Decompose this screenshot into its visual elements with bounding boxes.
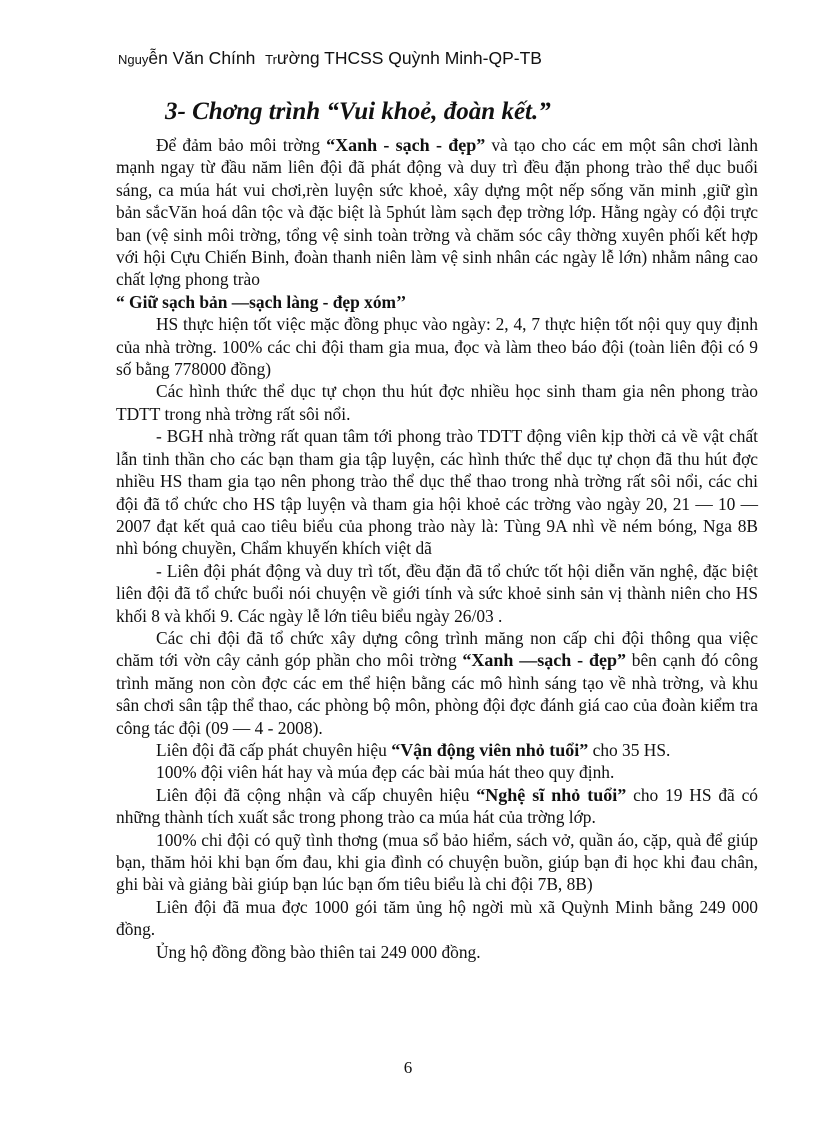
page-header (118, 48, 758, 69)
p7-text-a: Liên đội đã cấp phát chuyên hiệu (156, 739, 392, 760)
author-initial: Nguy (118, 52, 149, 67)
p1-text-b: và tạo cho các em một sân chơi lành mạnh ngay từ đầu năm liên đội đã phát động và duy trì đều đặn phong trào thể dục buổi sáng, ca múa hát vui chơi,rèn luyện sức khoẻ, xây dựng một nếp sống văn minh ,giữ gìn bản sắcVăn hoá dân tộc và đặc biệt là 5phút làm sạch đẹp trờng lớp. Hằng ngày có đội trực ban (vệ sinh môi trờng, tổng vệ sinh toàn trờng và chăm sóc cây thờng xuyên phối kết hợp với hội Cựu Chiến Binh, đoàn thanh niên làm vệ sinh nhân các ngày lễ lớn) nhằm nâng cao chất lợng phong trào (116, 135, 758, 290)
p7-highlight: “Vận động viên nhỏ tuổi” (391, 739, 589, 760)
school-initial: Tr (265, 52, 277, 67)
paragraph-9 (116, 784, 758, 829)
author-name: ễn Văn Chính (148, 48, 256, 68)
paragraph-5: - Liên đội phát động và duy trì tốt, đều đặn đã tổ chức tốt hội diễn văn nghệ, đặc biệt liên đội đã tổ chức buổi nói chuyện về giới tính và sức khoẻ sinh sản vị thành niên cho HS khối 8 và khối 9. Các ngày lễ lớn tiêu biểu ngày 26/03 . (116, 560, 758, 626)
paragraph-11: Liên đội đã mua đợc 1000 gói tăm ủng hộ ngời mù xã Quỳnh Minh bằng 249 000 đồng. (116, 896, 758, 940)
paragraph-8: 100% đội viên hát hay và múa đẹp các bài múa hát theo quy định. (156, 762, 615, 783)
paragraph-4: - BGH nhà trờng rất quan tâm tới phong trào TDTT động viên kịp thời cả về vật chất lẫn tinh thần cho các bạn tham gia tập luyện, các hình thức thể dục tự chọn đã thu hút đợc nhiều HS tham gia tạo nên phong trào thể dục thể thao trong nhà trờng rất sôi nổi, các chi đội đã tổ chức cho HS tập luyện và tham gia hội khoẻ các trờng vào ngày 20, 21 — 10 — 2007 đạt kết quả cao tiêu biểu của phong trào này là: Tùng 9A nhì về ném bóng, Nga 8B nhì bóng chuyền, Chẩm khuyến khích việt dã (116, 426, 758, 559)
p9-text-a: Liên đội đã cộng nhận và cấp chuyên hiệu (156, 784, 477, 805)
paragraph-3: Các hình thức thể dục tự chọn thu hút đợc nhiều học sinh tham gia nên phong trào TDTT trong nhà trờng rất sôi nổi. (116, 381, 758, 424)
page-number: 6 (403, 1058, 413, 1077)
p9-highlight: “Nghệ sĩ nhỏ tuổi” (476, 784, 627, 805)
p6-text-a: Các chi đội đã tổ chức xây dựng công trình măng non cấp chi đội thông qua việc chăm tới vờn cây cảnh góp phần cho môi trờng (116, 627, 758, 671)
paragraph-10: 100% chi đội có quỹ tình thơng (mua sổ bảo hiểm, sách vở, quần áo, cặp, quà để giúp bạn, thăm hỏi khi bạn ốm đau, khi gia đình có chuyện buồn, giúp bạn đi học khi đau chân, ghi bài và giảng bài giúp bạn lúc bạn ốm tiêu biểu là chi đội 7B, 8B) (116, 829, 758, 895)
paragraph-1 (116, 134, 758, 291)
document-body (116, 134, 758, 963)
p6-highlight: “Xanh —sạch - đẹp” (462, 650, 627, 671)
p1-text-a: Để đảm bảo môi trờng (156, 135, 327, 155)
p9-text-b: cho 19 HS đã có những thành tích xuất sắc trong phong trào ca múa hát của trờng lớp. (116, 784, 758, 828)
p6-text-b: bên cạnh đó công trình măng non còn đợc các em thể hiện bằng các mô hình sáng tạo về nhà trờng, và khu sân chơi sân tập thể thao, các phòng bộ môn, phòng đội đợc đánh giá cao của đoàn kiểm tra công tác đội (09 — 4 - 2008). (116, 650, 759, 738)
section-title: 3- Chơng trình “Vui khoẻ, đoàn kết.” (165, 98, 551, 125)
paragraph-2: HS thực hiện tốt việc mặc đồng phục vào ngày: 2, 4, 7 thực hiện tốt nội quy quy định của nhà trờng. 100% các chi đội tham gia mua, đọc và làm theo báo đội (toàn liên đội có 9 số bằng 778000 đồng) (116, 314, 758, 380)
school-name: ường THCSS Quỳnh Minh-QP-TB (276, 48, 542, 68)
paragraph-12: Ủng hộ đồng đồng bào thiên tai 249 000 đồng. (156, 941, 481, 962)
p1-highlight: “Xanh - sạch - đẹp” (326, 135, 486, 155)
motto: “ Giữ sạch bản —sạch làng - đẹp xóm’’ (116, 291, 407, 312)
paragraph-6 (116, 627, 758, 739)
paragraph-7 (116, 739, 758, 761)
p7-text-b: cho 35 HS. (588, 739, 671, 760)
